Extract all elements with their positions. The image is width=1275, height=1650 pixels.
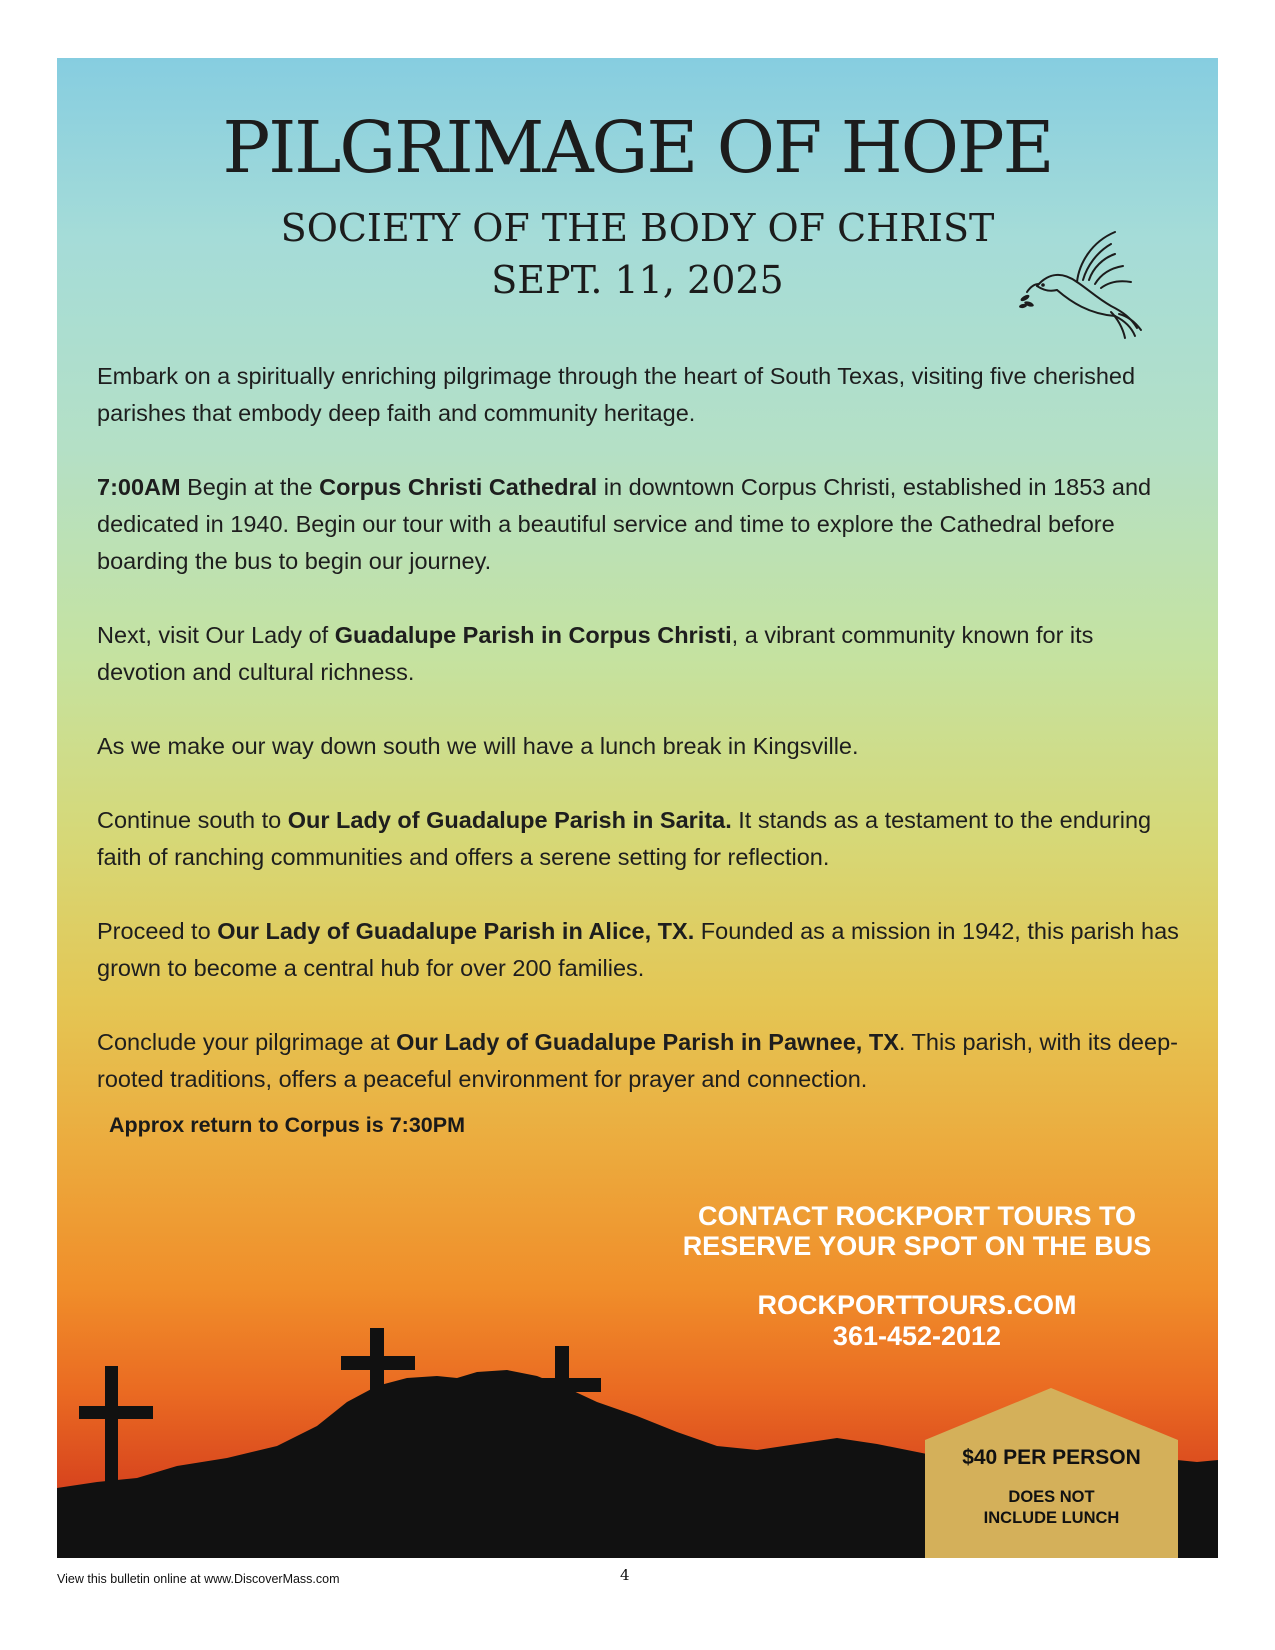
- contact-line-2: RESERVE YOUR SPOT ON THE BUS: [682, 1231, 1152, 1261]
- website-link[interactable]: ROCKPORTTOURS.COM: [757, 1290, 1077, 1320]
- price-tag-shape: [925, 1388, 1178, 1558]
- page-title: PILGRIMAGE OF HOPE: [222, 106, 1053, 189]
- price-note-line-1: DOES NOT: [1008, 1488, 1095, 1506]
- itinerary-text: [97, 358, 1187, 1135]
- stop-pawnee: Conclude your pilgrimage at Our Lady of Guadalupe Parish in Pawnee, TX. This parish, with its deep-rooted traditions, offers a peaceful environment for prayer and connection.: [97, 1029, 1178, 1092]
- lunch-paragraph: As we make our way down south we will have a lunch break in Kingsville.: [97, 733, 859, 759]
- stop-cathedral: 7:00AM Begin at the Corpus Christi Cathedral in downtown Corpus Christi, established in 1853 and dedicated in 1940. Begin our tour with a beautiful service and time to explore the Cathedral before boarding the bus to begin our journey.: [97, 474, 1152, 574]
- event-date: SEPT. 11, 2025: [491, 258, 784, 302]
- page-number: 4: [620, 1566, 630, 1584]
- cross-icon: [105, 1366, 118, 1488]
- cross-icon: [370, 1328, 384, 1420]
- price-note-line-2: INCLUDE LUNCH: [983, 1509, 1120, 1527]
- intro-paragraph: Embark on a spiritually enriching pilgrimage through the heart of South Texas, visiting five cherished parishes that embody deep faith and community heritage.: [97, 363, 1136, 426]
- stop-alice: Proceed to Our Lady of Guadalupe Parish in Alice, TX. Founded as a mission in 1942, this parish has grown to become a central hub for over 200 families.: [97, 918, 1179, 981]
- stop-sarita: Continue south to Our Lady of Guadalupe Parish in Sarita. It stands as a testament to the enduring faith of ranching communities and offers a serene setting for reflection.: [97, 807, 1152, 870]
- price-amount: $40 PER PERSON: [962, 1446, 1141, 1469]
- organization-subtitle: SOCIETY OF THE BODY OF CHRIST: [280, 206, 995, 250]
- footer-online-link[interactable]: View this bulletin online at www.DiscoverMass.com: [57, 1572, 340, 1586]
- phone-number[interactable]: 361-452-2012: [832, 1321, 1002, 1351]
- flyer-background: [57, 58, 1218, 1558]
- return-time: Approx return to Corpus is 7:30PM: [109, 1113, 465, 1137]
- contact-line-1: CONTACT ROCKPORT TOURS TO: [698, 1201, 1136, 1231]
- stop-guadalupe-corpus: Next, visit Our Lady of Guadalupe Parish in Corpus Christi, a vibrant community known for its devotion and cultural richness.: [97, 622, 1094, 685]
- dove-icon: [1019, 228, 1149, 343]
- start-time: 7:00AM: [97, 474, 181, 500]
